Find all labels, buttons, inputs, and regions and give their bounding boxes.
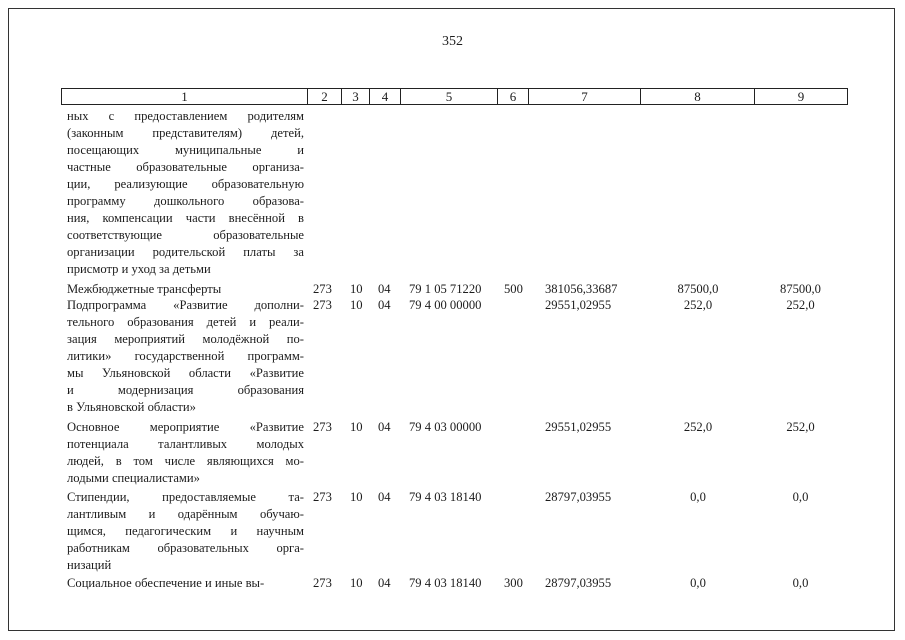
desc-line: Стипендии, предоставляемые та-	[67, 490, 304, 504]
cell-csr: 79 4 03 18140	[409, 490, 482, 504]
desc-line: работникам образовательных орга-	[67, 541, 304, 555]
table-row-desc	[67, 108, 304, 278]
cell-amount-9: 0,0	[792, 490, 809, 504]
table-row-desc	[67, 419, 304, 487]
cell-csr: 79 4 03 00000	[409, 420, 482, 434]
cell-pr: 04	[378, 576, 391, 590]
header-col-9: 9	[754, 88, 848, 105]
header-col-3: 3	[341, 88, 370, 105]
header-col-5: 5	[400, 88, 498, 105]
desc-line: людей, в том числе являющихся мо-	[67, 454, 304, 468]
cell-pr: 04	[378, 420, 391, 434]
desc-line: литики» государственной программ-	[67, 349, 304, 363]
cell-rz: 10	[350, 282, 363, 296]
table-row-desc	[67, 575, 304, 592]
cell-pr: 04	[378, 282, 391, 296]
header-col-6: 6	[497, 88, 529, 105]
cell-rz: 10	[350, 298, 363, 312]
cell-amount-7: 29551,02955	[545, 298, 612, 312]
desc-line: Основное мероприятие «Развитие	[67, 420, 304, 434]
desc-line: ния, компенсации части внесённой в	[67, 211, 304, 225]
desc-line: лодыми специалистами»	[67, 471, 200, 485]
cell-rz: 10	[350, 576, 363, 590]
header-col-8: 8	[640, 88, 755, 105]
table-row-desc	[67, 489, 304, 574]
desc-line: ции, реализующие образовательную	[67, 177, 304, 191]
cell-amount-8: 87500,0	[677, 282, 719, 296]
desc-line: мы Ульяновской области «Развитие	[67, 366, 304, 380]
header-col-2: 2	[307, 88, 342, 105]
desc-line: щимся, педагогическим и научным	[67, 524, 304, 538]
cell-ved: 273	[313, 298, 332, 312]
desc-line: Подпрограмма «Развитие дополни-	[67, 298, 304, 312]
cell-amount-9: 252,0	[786, 298, 815, 312]
page-number: 352	[442, 34, 463, 49]
table-row-desc	[67, 281, 304, 298]
desc-line: потенциала талантливых молодых	[67, 437, 304, 451]
desc-line: присмотр и уход за детьми	[67, 262, 211, 276]
table-row-desc	[67, 297, 304, 416]
cell-ved: 273	[313, 420, 332, 434]
desc-line: тельного образования детей и реали-	[67, 315, 304, 329]
cell-rz: 10	[350, 490, 363, 504]
cell-amount-7: 28797,03955	[545, 490, 612, 504]
desc-line: зация мероприятий молодёжной по-	[67, 332, 304, 346]
cell-vr: 300	[504, 576, 523, 590]
desc-line: организации родительской платы за	[67, 245, 304, 259]
cell-amount-7: 28797,03955	[545, 576, 612, 590]
cell-amount-7: 381056,33687	[545, 282, 618, 296]
cell-ved: 273	[313, 282, 332, 296]
desc-line: в Ульяновской области»	[67, 400, 196, 414]
desc-line: (законным представителям) детей,	[67, 126, 304, 140]
desc-line: частные образовательные организа-	[67, 160, 304, 174]
desc-line: посещающих муниципальные и	[67, 143, 304, 157]
cell-csr: 79 4 03 18140	[409, 576, 482, 590]
desc-line: Социальное обеспечение и иные вы-	[67, 576, 265, 590]
cell-amount-8: 0,0	[690, 576, 706, 590]
cell-amount-9: 0,0	[792, 576, 809, 590]
header-col-1: 1	[61, 88, 308, 105]
header-col-4: 4	[369, 88, 401, 105]
cell-amount-7: 29551,02955	[545, 420, 612, 434]
cell-vr: 500	[504, 282, 523, 296]
cell-csr: 79 4 00 00000	[409, 298, 482, 312]
desc-line: и модернизация образования	[67, 383, 304, 397]
desc-line: соответствующие образовательные	[67, 228, 304, 242]
cell-amount-8: 252,0	[683, 420, 713, 434]
cell-amount-9: 87500,0	[780, 282, 821, 296]
desc-line: низаций	[67, 558, 112, 572]
cell-amount-8: 0,0	[690, 490, 706, 504]
cell-ved: 273	[313, 576, 332, 590]
desc-line: ных с предоставлением родителям	[67, 109, 304, 123]
cell-ved: 273	[313, 490, 332, 504]
cell-amount-8: 252,0	[683, 298, 713, 312]
cell-csr: 79 1 05 71220	[409, 282, 482, 296]
cell-pr: 04	[378, 490, 391, 504]
cell-rz: 10	[350, 420, 363, 434]
cell-amount-9: 252,0	[786, 420, 815, 434]
cell-pr: 04	[378, 298, 391, 312]
desc-line: Межбюджетные трансферты	[67, 282, 222, 296]
header-col-7: 7	[528, 88, 641, 105]
desc-line: программу дошкольного образова-	[67, 194, 304, 208]
desc-line: лантливым и одарённым обучаю-	[67, 507, 304, 521]
